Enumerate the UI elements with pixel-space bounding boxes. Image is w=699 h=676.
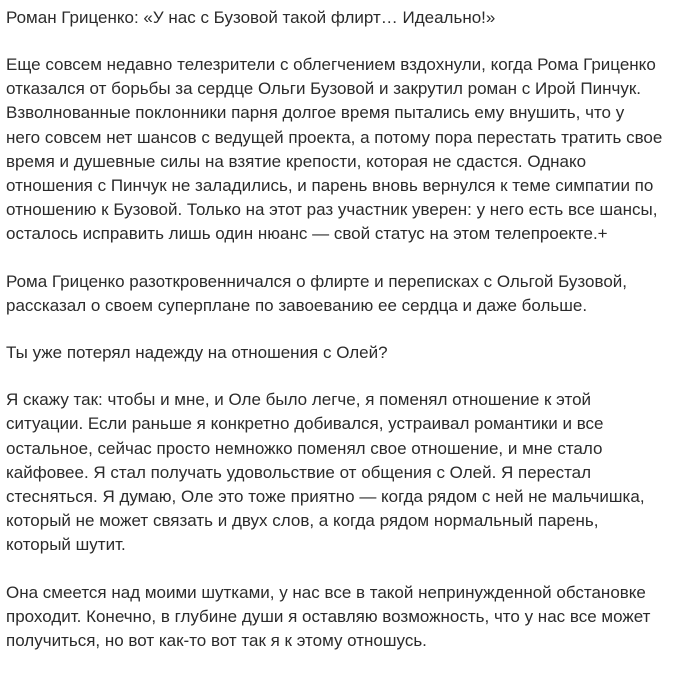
paragraph-line: отказался от борьбы за сердце Ольги Бузовой и закрутил роман с Ирой Пинчук.: [6, 79, 641, 99]
interview-question: [6, 341, 699, 365]
paragraph-line: ситуации. Если раньше я конкретно добивался, устраивал романтики и все: [6, 414, 604, 434]
paragraph-line: который шутит.: [6, 535, 126, 555]
paragraph-line: остальное, сейчас просто немножко поменял свое отношение, и мне стало: [6, 438, 603, 458]
paragraph-line: него совсем нет шансов с ведущей проекта, а потому пора перестать тратить свое: [6, 127, 663, 147]
paragraph-line: Я скажу так: чтобы и мне, и Оле было легче, я поменял отношение к этой: [6, 390, 592, 410]
paragraph-line: Ты уже потерял надежду на отношения с Олей?: [6, 343, 388, 363]
article-paragraph-summary: [6, 270, 699, 318]
paragraph-line: получиться, но вот как-то вот так я к этому отношусь.: [6, 631, 427, 651]
paragraph-line: проходит. Конечно, в глубине души я оставляю возможность, что у нас все может: [6, 606, 651, 626]
interview-answer-1: [6, 388, 699, 557]
paragraph-line: осталось исправить лишь один нюанс — свой статус на этом телепроекте.+: [6, 224, 608, 244]
paragraph-line: Еще совсем недавно телезрители с облегчением вздохнули, когда Рома Гриценко: [6, 55, 656, 74]
paragraph-line: Взволнованные поклонники парня долгое время пытались ему внушить, что у: [6, 103, 625, 123]
paragraph-line: Рома Гриценко разоткровенничался о флирте и переписках с Ольгой Бузовой,: [6, 271, 627, 291]
paragraph-line: который не может связать и двух слов, а когда рядом нормальный парень,: [6, 511, 599, 531]
paragraph-line: время и душевные силы на взятие крепости, которая не сдастся. Однако: [6, 151, 587, 171]
paragraph-line: отношению к Бузовой. Только на этот раз участник уверен: у него есть все шансы,: [6, 200, 658, 220]
article-title: Роман Гриценко: «У нас с Бузовой такой флирт… Идеально!»: [6, 8, 496, 27]
article-paragraph-intro: [6, 53, 699, 247]
paragraph-line: Она смеется над моими шутками, у нас все в такой непринужденной обстановке: [6, 582, 646, 602]
paragraph-line: стесняться. Я думаю, Оле это тоже приятно — когда рядом с ней не мальчишка,: [6, 487, 645, 507]
paragraph-line: рассказал о своем суперплане по завоеванию ее сердца и даже больше.: [6, 295, 588, 315]
interview-answer-2: [6, 581, 699, 654]
paragraph-line: отношения с Пинчук не заладились, и парень вновь вернулся к теме симпатии по: [6, 176, 654, 196]
paragraph-line: кайфовее. Я стал получать удовольствие от общения с Олей. Я перестал: [6, 462, 592, 482]
